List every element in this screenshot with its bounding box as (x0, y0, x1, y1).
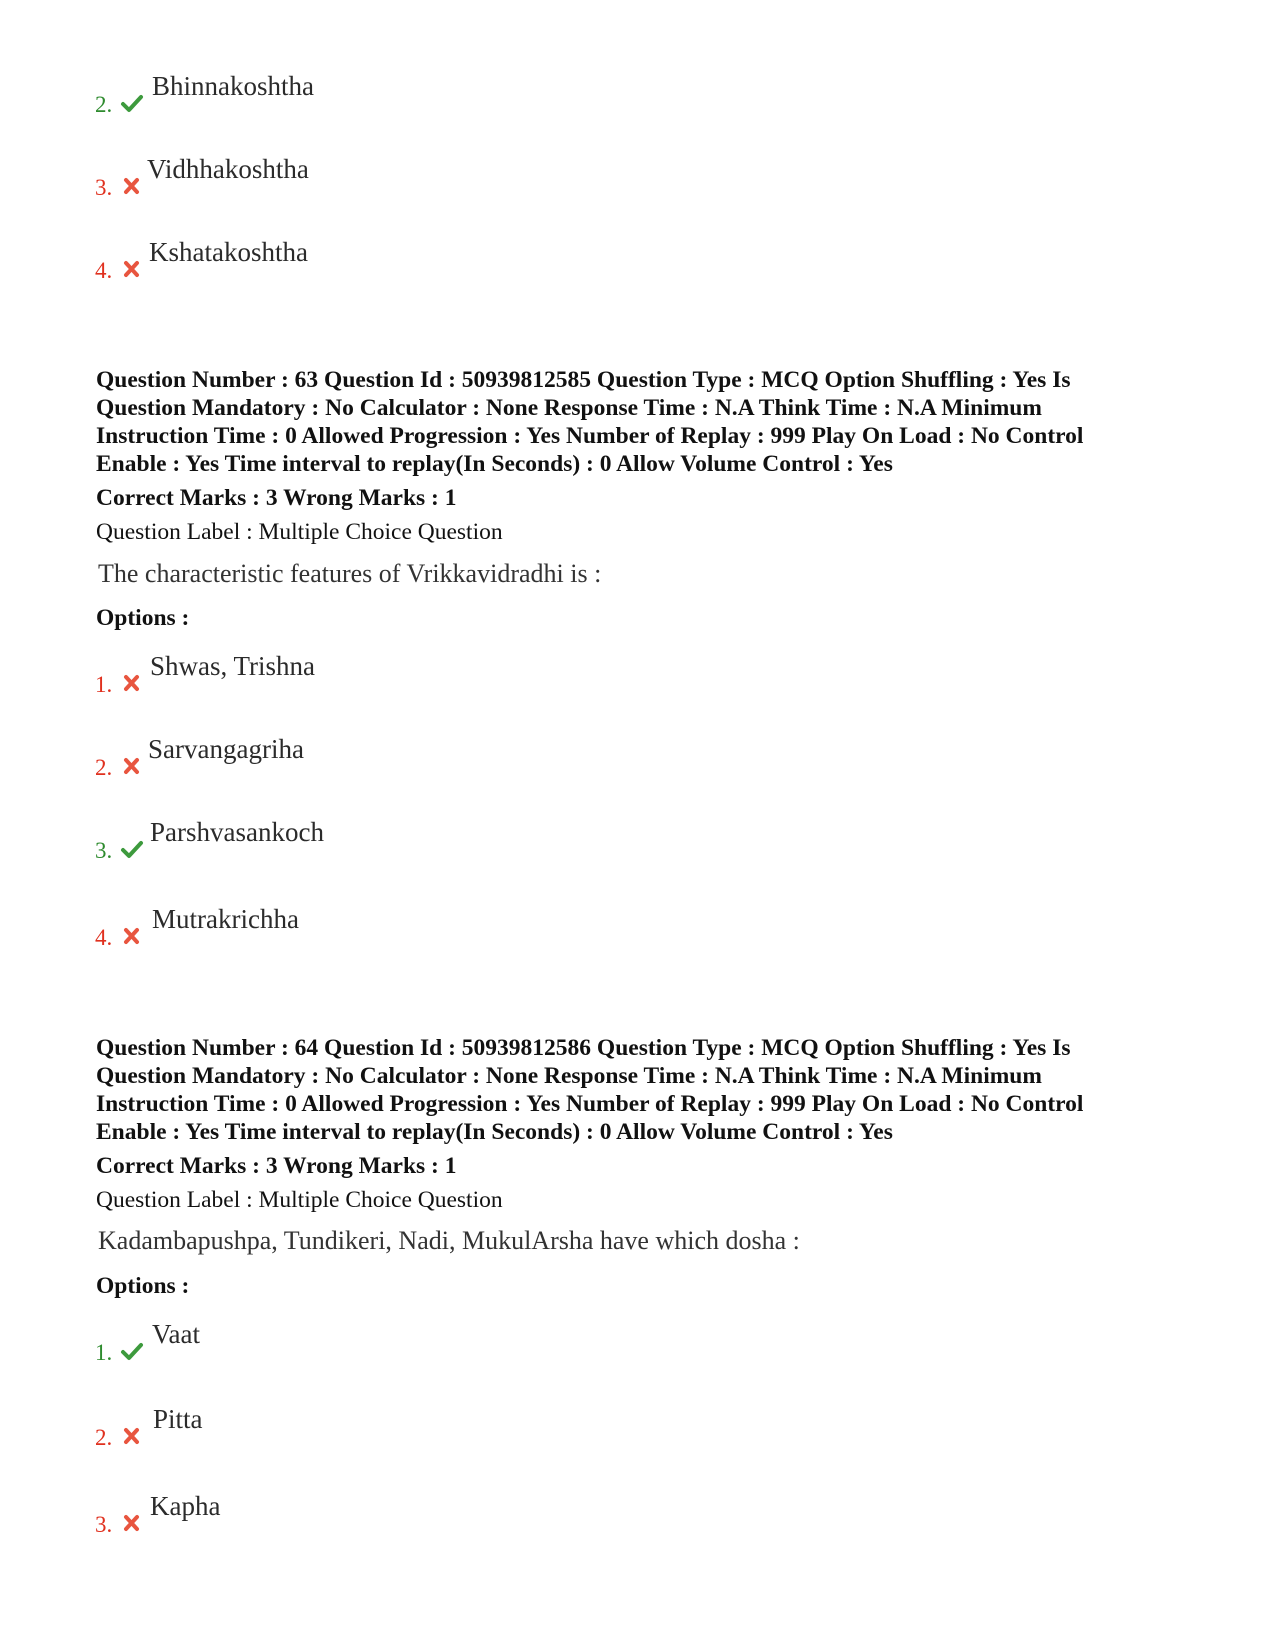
option-number: 3. (95, 838, 113, 863)
option-text: Kapha (150, 1491, 221, 1521)
check-icon (120, 1340, 144, 1362)
option-number: 3. (95, 1512, 113, 1537)
check-icon (120, 838, 144, 860)
option-number: 3. (95, 175, 113, 200)
question-text: The characteristic features of Vrikkavidradhi is : (98, 559, 602, 588)
options-label: Options : (96, 1273, 190, 1299)
meta-line: Enable : Yes Time interval to replay(In Seconds) : 0 Allow Volume Control : Yes (96, 1119, 893, 1145)
option-number: 2. (95, 755, 113, 780)
meta-line: Enable : Yes Time interval to replay(In Seconds) : 0 Allow Volume Control : Yes (96, 451, 893, 477)
cross-icon (120, 175, 144, 197)
cross-icon (120, 755, 144, 777)
option-number: 4. (95, 258, 113, 283)
question-label: Question Label : Multiple Choice Question (96, 1187, 503, 1213)
cross-icon (120, 1425, 144, 1447)
question-text: Kadambapushpa, Tundikeri, Nadi, MukulArsha have which dosha : (98, 1226, 800, 1255)
meta-line: Question Number : 64 Question Id : 50939812586 Question Type : MCQ Option Shuffling : Yes Is (96, 1035, 1071, 1061)
marks: Correct Marks : 3 Wrong Marks : 1 (96, 485, 457, 511)
cross-icon (120, 1512, 144, 1534)
option-number: 1. (95, 672, 113, 697)
option-text: Vidhhakoshtha (147, 154, 309, 184)
cross-icon (120, 925, 144, 947)
option-text: Parshvasankoch (150, 817, 324, 847)
question-label: Question Label : Multiple Choice Question (96, 519, 503, 545)
cross-icon (120, 258, 144, 280)
option-text: Bhinnakoshtha (152, 71, 314, 101)
meta-line: Instruction Time : 0 Allowed Progression : Yes Number of Replay : 999 Play On Load : No Control (96, 1091, 1084, 1117)
option-number: 1. (95, 1340, 113, 1365)
question-meta (96, 1034, 1176, 1146)
option-text: Pitta (153, 1404, 203, 1434)
meta-line: Question Number : 63 Question Id : 50939812585 Question Type : MCQ Option Shuffling : Yes Is (96, 367, 1071, 393)
option-number: 4. (95, 925, 113, 950)
options-label: Options : (96, 605, 190, 631)
option-text: Sarvangagriha (148, 734, 304, 764)
meta-line: Question Mandatory : No Calculator : None Response Time : N.A Think Time : N.A Minimum (96, 1063, 1042, 1089)
option-text: Shwas, Trishna (150, 651, 316, 681)
option-number: 2. (95, 1425, 113, 1450)
meta-line: Question Mandatory : No Calculator : None Response Time : N.A Think Time : N.A Minimum (96, 395, 1042, 421)
option-text: Kshatakoshtha (149, 237, 308, 267)
meta-line: Instruction Time : 0 Allowed Progression : Yes Number of Replay : 999 Play On Load : No Control (96, 423, 1084, 449)
marks: Correct Marks : 3 Wrong Marks : 1 (96, 1153, 457, 1179)
cross-icon (120, 672, 144, 694)
option-number: 2. (95, 92, 113, 117)
option-text: Vaat (152, 1319, 200, 1349)
question-meta (96, 366, 1176, 478)
option-text: Mutrakrichha (152, 904, 299, 934)
check-icon (120, 92, 144, 114)
